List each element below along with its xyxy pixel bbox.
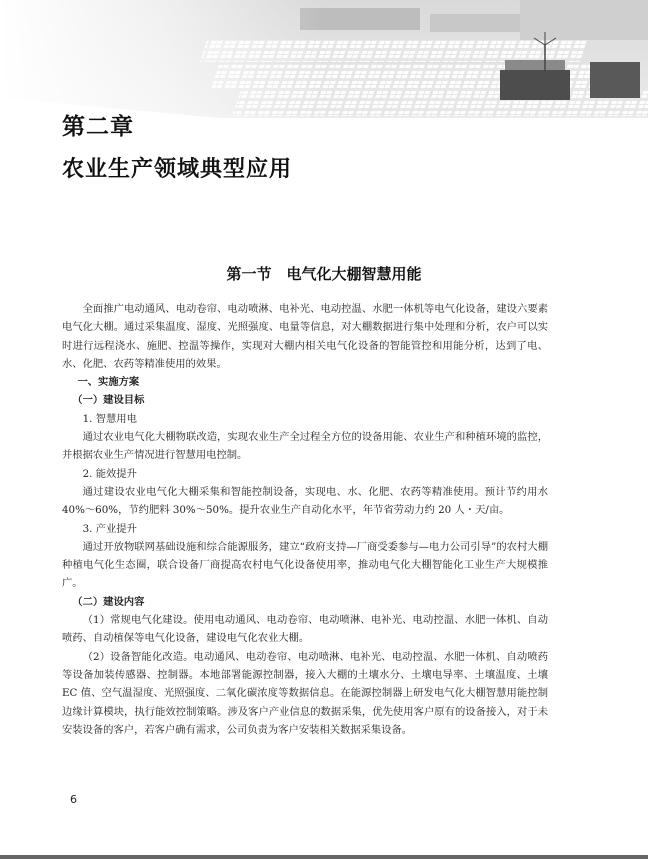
heading-level-3: 2. 能效提升 — [82, 467, 137, 480]
body-content — [62, 300, 548, 739]
body-paragraph: （1）常规电气化建设。使用电动通风、电动卷帘、电动喷淋、电补光、电动控温、水肥一体机、自动喷药、自动植保等电气化设备，建设电气化农业大棚。 — [62, 614, 548, 645]
page-number: 6 — [70, 793, 77, 806]
heading-level-3: 3. 产业提升 — [82, 522, 137, 535]
heading-level-3: 1. 智慧用电 — [82, 412, 137, 425]
body-paragraph: 通过建设农业电气化大棚采集和智能控制设备，实现电、水、化肥、农药等精准使用。预计节约用水 40%～60%，节约肥料 30%～50%。提升农业生产自动化水平，年节省劳动力约 20 人・天/亩。 — [62, 485, 548, 517]
body-paragraph: 全面推广电动通风、电动卷帘、电动喷淋、电补光、电动控温、水肥一体机等电气化设备，建设六要素电气化大棚。通过采集温度、湿度、光照强度、电量等信息，对大棚数据进行集中处理和分析，农户可以实时进行远程浇水、施肥、控温等操作，实现对大棚内相关电气化设备的智能管控和用能分析，达到了电、水、化肥、农药等精准使用的效果。 — [62, 303, 548, 370]
body-paragraph: （2）设备智能化改造。电动通风、电动卷帘、电动喷淋、电补光、电动控温、水肥一体机、自动喷药等设备加装传感器、控制器。本地部署能源控制器，接入大棚的土壤水分、土壤电导率、土壤温度、土壤 EC 值、空气温湿度、光照强度、二氧化碳浓度等数据信息。在能源控制器上研发电气化大棚智慧用能控制边缘计算模块，执行能效控制策略。涉及客户产业信息的数据采集，优先使用客户原有的设备接入，对于未安装设备的客户，若客户确有需求，公司负责为客户安装相关数据采集设备。 — [62, 650, 548, 736]
chapter-title: 农业生产领域典型应用 — [62, 157, 293, 182]
heading-level-1: 一、实施方案 — [77, 376, 140, 389]
heading-level-2: （一）建设目标 — [72, 394, 145, 407]
heading-level-2: （二）建设内容 — [72, 595, 145, 608]
bottom-rule — [0, 855, 648, 859]
body-paragraph: 通过开放物联网基础设施和综合能源服务，建立“政府支持—厂商受委参与—电力公司引导”的农村大棚种植电气化生态圈，联合设备厂商提高农村电气化设备使用率，推动电气化大棚智能化工业生产大规模推广。 — [62, 540, 548, 590]
body-paragraph: 通过农业电气化大棚物联改造，实现农业生产全过程全方位的设备用能、农业生产和种植环境的监控，并根据农业生产情况进行智慧用电控制。 — [62, 431, 548, 462]
chapter-number: 第二章 — [62, 114, 134, 140]
section-title: 第一节 电气化大棚智慧用能 — [226, 265, 422, 283]
